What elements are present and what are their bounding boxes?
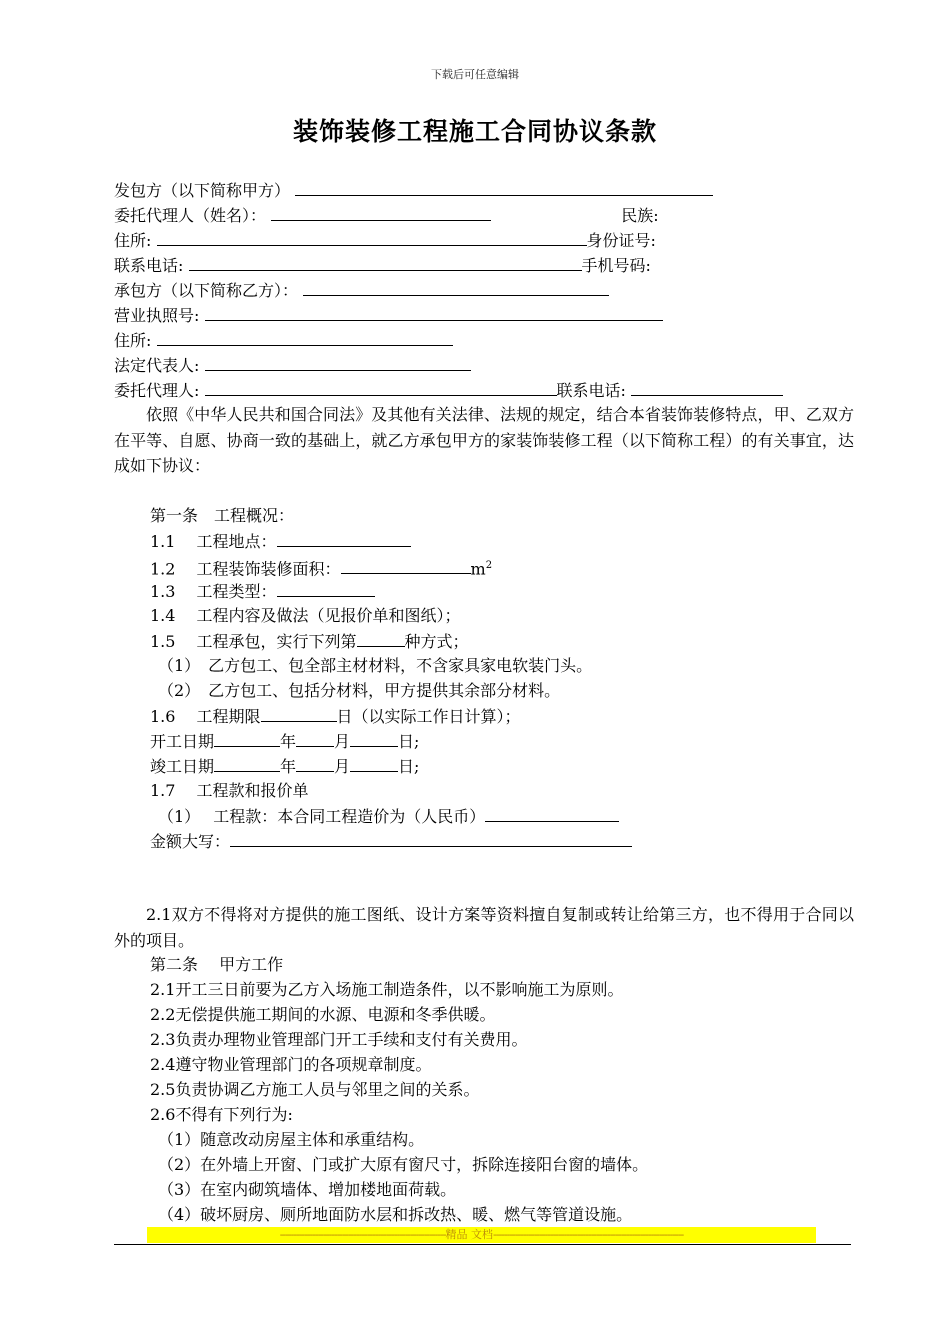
item-1-6-label: 1.6 工程期限 (150, 707, 261, 726)
item-1-6 (150, 704, 521, 728)
end-month-label: 月 (334, 757, 351, 776)
amount-label: 金额大写： (150, 832, 231, 851)
price-blank[interactable] (485, 804, 619, 822)
end-label: 竣工日期 (150, 757, 215, 776)
phone2-label: 联系电话: (556, 381, 626, 400)
agent2-label: 委托代理人: (114, 381, 200, 400)
item-1-7: 1.7 工程款和报价单 (150, 781, 309, 800)
amount-blank[interactable] (230, 829, 632, 847)
agent-label: 委托代理人（姓名）： (114, 206, 267, 225)
article2-item: 2.6不得有下列行为: (150, 1105, 293, 1124)
end-year-label: 年 (280, 757, 297, 776)
legal-rep-line (114, 353, 471, 377)
license-line (114, 303, 663, 327)
phone-blank[interactable] (189, 253, 582, 271)
footer-banner: -------------------------------------------------------------精品 文档---------------------------------------------------------------------- (147, 1227, 816, 1243)
article2-item: 2.4遵守物业管理部门的各项规章制度。 (150, 1055, 432, 1074)
location-blank[interactable] (277, 529, 411, 547)
start-month-label: 月 (334, 732, 351, 751)
mode-blank[interactable] (357, 629, 405, 647)
option-2: （2） 乙方包工、包括分材料，甲方提供其余部分材料。 (158, 681, 561, 700)
contractor-blank[interactable] (303, 278, 609, 296)
contractor-label: 承包方（以下简称乙方）： (114, 281, 299, 300)
article2-item: 2.1开工三日前要为乙方入场施工制造条件，以不影响施工为原则。 (150, 980, 624, 999)
area-unit-sup: 2 (485, 560, 493, 571)
legal-rep-blank[interactable] (205, 353, 471, 371)
article2-item: 2.2无偿提供施工期间的水源、电源和冬季供暖。 (150, 1005, 496, 1024)
item-1-5-label: 1.5 工程承包，实行下列第 (150, 632, 357, 651)
address-blank[interactable] (157, 228, 587, 246)
phone2-blank[interactable] (631, 378, 783, 396)
clause-2-1-confidentiality: 2.1双方不得将对方提供的施工图纸、设计方案等资料擅自复制或转让给第三方，也不得用于合同以外的项目。 (114, 905, 854, 950)
item-1-2 (150, 554, 492, 578)
header-note: 下载后可任意编辑 (431, 68, 519, 81)
phone-line (114, 253, 651, 277)
item-1-4: 1.4 工程内容及做法（见报价单和图纸）； (150, 606, 461, 625)
area-blank[interactable] (341, 556, 471, 574)
article2-subitem: （1）随意改动房屋主体和承重结构。 (158, 1130, 425, 1149)
contractor-line (114, 278, 609, 302)
start-year-label: 年 (280, 732, 297, 751)
start-day-label: 日; (398, 732, 420, 751)
start-day-blank[interactable] (350, 729, 398, 747)
amount-line (150, 829, 632, 853)
article2-item: 2.3负责办理物业管理部门开工手续和支付有关费用。 (150, 1030, 528, 1049)
address2-label: 住所: (114, 331, 152, 350)
start-date-line (150, 729, 419, 753)
item-1-1-label: 1.1 工程地点： (150, 532, 277, 551)
item-1-1 (150, 529, 411, 553)
document-title: 装饰装修工程施工合同协议条款 (292, 117, 657, 146)
area-unit: m (470, 559, 486, 579)
duration-blank[interactable] (261, 704, 337, 722)
employer-line (114, 178, 713, 202)
address-label: 住所: (114, 231, 152, 250)
option-1: （1） 乙方包工、包全部主材材料，不含家具家电软装门头。 (158, 656, 593, 675)
mobile-label: 手机号码: (581, 256, 651, 275)
item-1-3 (150, 579, 375, 603)
id-label: 身份证号: (586, 231, 656, 250)
license-label: 营业执照号: (114, 306, 200, 325)
price-label: （1） 工程款：本合同工程造价为（人民币） (158, 807, 486, 826)
license-blank[interactable] (205, 303, 663, 321)
price-line (158, 804, 619, 828)
agent-line (114, 203, 659, 227)
item-1-6-suffix: 日（以实际工作日计算）； (336, 707, 521, 726)
intro-paragraph: 依照《中华人民共和国合同法》及其他有关法律、法规的规定，结合本省装饰装修特点，甲、乙双方在平等、自愿、协商一致的基础上，就乙方承包甲方的家装饰装修工程（以下简称工程）的有关事宜，达成如下协议： (114, 405, 854, 475)
article2-item: 2.5负责协调乙方施工人员与邻里之间的关系。 (150, 1080, 480, 1099)
employer-label: 发包方（以下简称甲方） (114, 181, 291, 200)
end-date-line (150, 754, 419, 778)
item-1-2-label: 1.2 工程装饰装修面积： (150, 559, 341, 579)
article2-heading: 第二条 甲方工作 (150, 955, 284, 974)
address-line (114, 228, 656, 252)
item-1-5 (150, 629, 469, 653)
employer-blank[interactable] (295, 178, 713, 196)
start-label: 开工日期 (150, 732, 215, 751)
article2-subitem: （3）在室内砌筑墙体、增加楼地面荷载。 (158, 1180, 457, 1199)
start-month-blank[interactable] (296, 729, 334, 747)
end-day-label: 日; (398, 757, 420, 776)
footer-rule (114, 1244, 851, 1245)
item-1-5-suffix: 种方式； (404, 632, 469, 651)
address2-line (114, 328, 453, 352)
article2-subitem: （4）破坏厨房、厕所地面防水层和拆改热、暖、燃气等管道设施。 (158, 1205, 633, 1224)
address2-blank[interactable] (157, 328, 453, 346)
article2-subitem: （2）在外墙上开窗、门或扩大原有窗尺寸，拆除连接阳台窗的墙体。 (158, 1155, 649, 1174)
agent2-line (114, 378, 783, 402)
item-1-3-label: 1.3 工程类型： (150, 582, 277, 601)
end-month-blank[interactable] (296, 754, 334, 772)
end-day-blank[interactable] (350, 754, 398, 772)
agent2-blank[interactable] (205, 378, 557, 396)
phone-label: 联系电话: (114, 256, 184, 275)
agent-blank[interactable] (271, 203, 491, 221)
start-year-blank[interactable] (214, 729, 280, 747)
footer-label: 精品 文档 (445, 1228, 494, 1241)
article1-heading: 第一条 工程概况： (150, 506, 295, 525)
legal-rep-label: 法定代表人: (114, 356, 200, 375)
ethnicity-label: 民族: (621, 206, 659, 225)
type-blank[interactable] (277, 579, 375, 597)
end-year-blank[interactable] (214, 754, 280, 772)
